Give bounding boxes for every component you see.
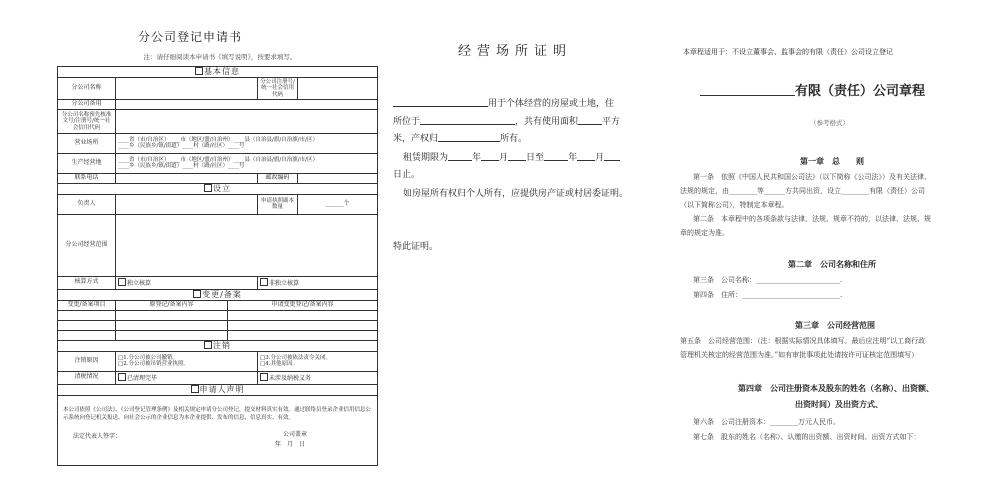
charter-title	[700, 80, 925, 99]
article-1-line-2: 法规的规定，由________等______方共同出资，设立________有限（责任）公司	[680, 187, 925, 195]
label-accounting: 核算方式	[58, 276, 116, 289]
article-7: 第七条 股东的姓名（名称）、认缴的出资额、出资时间、出资方式如下：	[693, 433, 921, 441]
label-scope: 分公司经营范围	[58, 214, 116, 276]
proof-text: 年	[472, 153, 482, 163]
label-name: 分公司名称	[58, 78, 116, 100]
section-establish: 设立	[58, 183, 378, 194]
proof-line-1	[393, 96, 643, 109]
col-item: 变更/备案项目	[58, 300, 116, 310]
proof-text: 所有。	[500, 134, 528, 144]
form-note: 注：请仔细阅读本申请书《填写说明》，按要求填写。	[143, 53, 297, 61]
form-title: 分公司登记申请书	[137, 30, 242, 44]
article-2-line-1: 第二条 本章程中的各项条款与法律、法规、规章不符的，以法律、法规、规	[693, 215, 931, 223]
opt-non-independent[interactable]: 非独立核算	[258, 276, 378, 289]
change-cell[interactable]	[116, 330, 228, 340]
proof-line-2	[393, 114, 643, 127]
input-name-prev[interactable]	[116, 99, 378, 109]
change-cell[interactable]	[58, 330, 116, 340]
proof-text: 月	[595, 153, 605, 163]
section-change: 变更/备案	[58, 289, 378, 300]
label-debt: 清税情况	[58, 371, 116, 384]
declaration-text: 本公司依照《公司法》、《公司登记管理条例》及相关规定申请分公司登记，提交材料真实有效。通过联络员登录企业信用信息公示系统向登记机关报送、向社会公示的企业信息为本企业提供、发布的信息，信息真实、有效。	[63, 406, 372, 421]
blank-location[interactable]	[420, 115, 515, 125]
proof-line-6: 如房屋所有权归个人所有，应提供房产证或村居委证明。	[403, 189, 629, 199]
charter-title-text: 有限（责任）公司章程	[795, 84, 926, 99]
change-cell[interactable]	[116, 320, 228, 330]
opt-independent[interactable]: 独立核算	[116, 276, 258, 289]
checkbox-icon	[193, 290, 201, 298]
input-scope[interactable]	[116, 214, 378, 276]
article-5-line-2: 管理机关核定的经营范围为准。”如有审批事项此处请按许可证核定范围填写）	[680, 351, 919, 359]
input-leader[interactable]	[116, 194, 258, 214]
change-cell[interactable]	[228, 310, 378, 320]
blank-month-end[interactable]	[577, 151, 595, 161]
blank-owner[interactable]	[393, 97, 488, 107]
prod-address-line-2: ____乡（民族乡/镇/街道）____村（路/社区）____号	[118, 163, 245, 170]
prod-address-line-1: ____省（市/自治区）____市（地区/盟/自治州）____县（自治县/旗/自治旗/市/区）	[118, 157, 318, 164]
change-cell[interactable]	[228, 330, 378, 340]
blank-year[interactable]	[448, 151, 472, 161]
proof-title: 经营场所证明	[457, 44, 572, 59]
proof-text: 日至	[526, 153, 545, 163]
chapter-4-line-1: 第四章 公司注册资本及股东的姓名（名称）、出资额、	[738, 383, 934, 393]
col-applied: 申请变更登记/备案内容	[228, 300, 378, 310]
proof-text: 年	[568, 153, 578, 163]
cancel-opt-4[interactable]: □4.其他原因。	[260, 361, 298, 368]
input-prod-address[interactable]	[116, 153, 378, 173]
label-name-prev: 分公司备用	[58, 99, 116, 109]
label-postcode: 邮政编码	[258, 173, 298, 183]
chapter-4-line-2: 出资时间）及出资方式、	[795, 399, 883, 409]
input-phone[interactable]	[116, 173, 258, 183]
seal-label: 公司盖章	[283, 431, 308, 439]
opt-debt-cleared[interactable]: 已清理完毕	[116, 371, 258, 384]
opt-debt-none[interactable]: 未涉及纳税义务	[258, 371, 378, 384]
article-2-line-2: 章的规定为准。	[680, 229, 729, 237]
section-declaration: 申请人声明	[58, 384, 378, 395]
label-prod-address: 生产经营地	[58, 153, 116, 173]
checkbox-icon	[204, 341, 212, 349]
section-cancel: 注销	[58, 340, 378, 351]
charter-applies: 本章程适用于：不设立董事会、监事会的有限（责任）公司设立登记	[683, 48, 893, 56]
charter-ref: （参考格式）	[810, 119, 849, 127]
proof-text: 月	[499, 153, 509, 163]
change-cell[interactable]	[116, 310, 228, 320]
blank-year-end[interactable]	[544, 151, 568, 161]
signature-area	[63, 432, 372, 454]
label-cancel-reason: 注销原因	[58, 351, 116, 371]
input-affiliation[interactable]	[116, 109, 378, 133]
blank-month[interactable]	[481, 151, 499, 161]
blank-day-end[interactable]	[604, 151, 620, 161]
article-6: 第六条 公司注册资本：________万元人民币。	[693, 418, 840, 426]
change-cell[interactable]	[228, 320, 378, 330]
article-4: 第四条 住所：____________________________.	[693, 291, 843, 299]
address-line-2: ____乡（民族乡/镇/街道）____村（路/社区）____号	[118, 143, 245, 150]
cancel-opt-2[interactable]: □3.分公司被依法责令关闭。	[260, 355, 331, 362]
proof-text: 所位于	[393, 117, 421, 127]
label-leader: 负责人	[58, 194, 116, 214]
input-name[interactable]	[116, 78, 258, 100]
blank-property-owner[interactable]	[438, 132, 500, 142]
blank-company-name[interactable]	[700, 82, 795, 96]
checkbox-icon	[118, 373, 126, 381]
proof-text: 用于个体经营的房屋或土地，住	[488, 99, 615, 109]
input-address[interactable]	[116, 133, 378, 153]
checkbox-icon	[191, 385, 199, 393]
article-5-line-1: 第五条 公司经营范围：（注：根据实际情况具体填写。最后应注明“以工商行政	[680, 337, 926, 345]
checkbox-icon	[260, 278, 268, 286]
cancel-options-a[interactable]	[116, 351, 258, 371]
change-cell[interactable]	[58, 310, 116, 320]
checkbox-icon	[260, 373, 268, 381]
checkbox-icon	[204, 184, 212, 192]
change-cell[interactable]	[58, 320, 116, 330]
registration-form-table	[57, 66, 378, 466]
declaration-box	[58, 395, 378, 465]
cancel-options-b[interactable]	[258, 351, 378, 371]
address-line-1: ____省（市/自治区）____市（地区/盟/自治州）____县（自治县/旗/自治旗/市/区）	[118, 137, 318, 144]
label-phone: 联系电话	[58, 173, 116, 183]
article-3: 第三条 公司名称：________________________.	[693, 276, 843, 284]
label-copies: 申请执照副本数量	[258, 194, 298, 214]
proof-line-3	[393, 131, 643, 144]
article-1-line-1: 第一条 依照《中国人民共和国公司法》（以下简称《公司法》）及有关法律、	[693, 173, 931, 181]
proof-text: ，共有使用面积	[515, 117, 579, 127]
input-regno[interactable]	[298, 78, 378, 100]
article-1-line-3: （以下简称公司），特制定本章程。	[680, 201, 789, 209]
label-affiliation: 分公司名称预先核准文号/注册号/统一社会信用代码	[58, 109, 116, 133]
label-address: 营业场所	[58, 133, 116, 153]
date-label: 年 月 日	[275, 441, 306, 449]
col-original: 原登记/备案内容	[116, 300, 228, 310]
proof-line-4	[403, 150, 653, 163]
proof-line-7: 特此证明。	[393, 242, 439, 252]
label-regno: 分公司注册号/统一社会信用代码	[258, 78, 298, 100]
chapter-3: 第三章 公司经营范围	[795, 320, 875, 330]
chapter-1: 第一章 总 则	[800, 156, 864, 166]
input-copies[interactable]: ______个	[298, 194, 378, 214]
input-postcode[interactable]	[298, 173, 378, 183]
proof-text: 租赁期限为	[403, 153, 449, 163]
proof-line-5: 日止。	[393, 170, 421, 180]
chapter-2: 第二章 公司名称和住所	[788, 259, 876, 269]
cancel-opt-3[interactable]: □2.分公司被吊销营业执照。	[118, 361, 189, 368]
blank-day[interactable]	[508, 151, 526, 161]
cancel-opt-1[interactable]: □1.分公司被公司撤销。	[118, 355, 178, 362]
proof-text: 米，产权归	[393, 134, 439, 144]
checkbox-icon	[118, 278, 126, 286]
signature-label: 法定代表人签字：	[73, 433, 122, 441]
blank-area[interactable]	[578, 115, 602, 125]
checkbox-icon	[195, 67, 203, 75]
section-basic-info: 基本信息	[58, 67, 378, 78]
proof-text: 平方	[602, 117, 621, 127]
